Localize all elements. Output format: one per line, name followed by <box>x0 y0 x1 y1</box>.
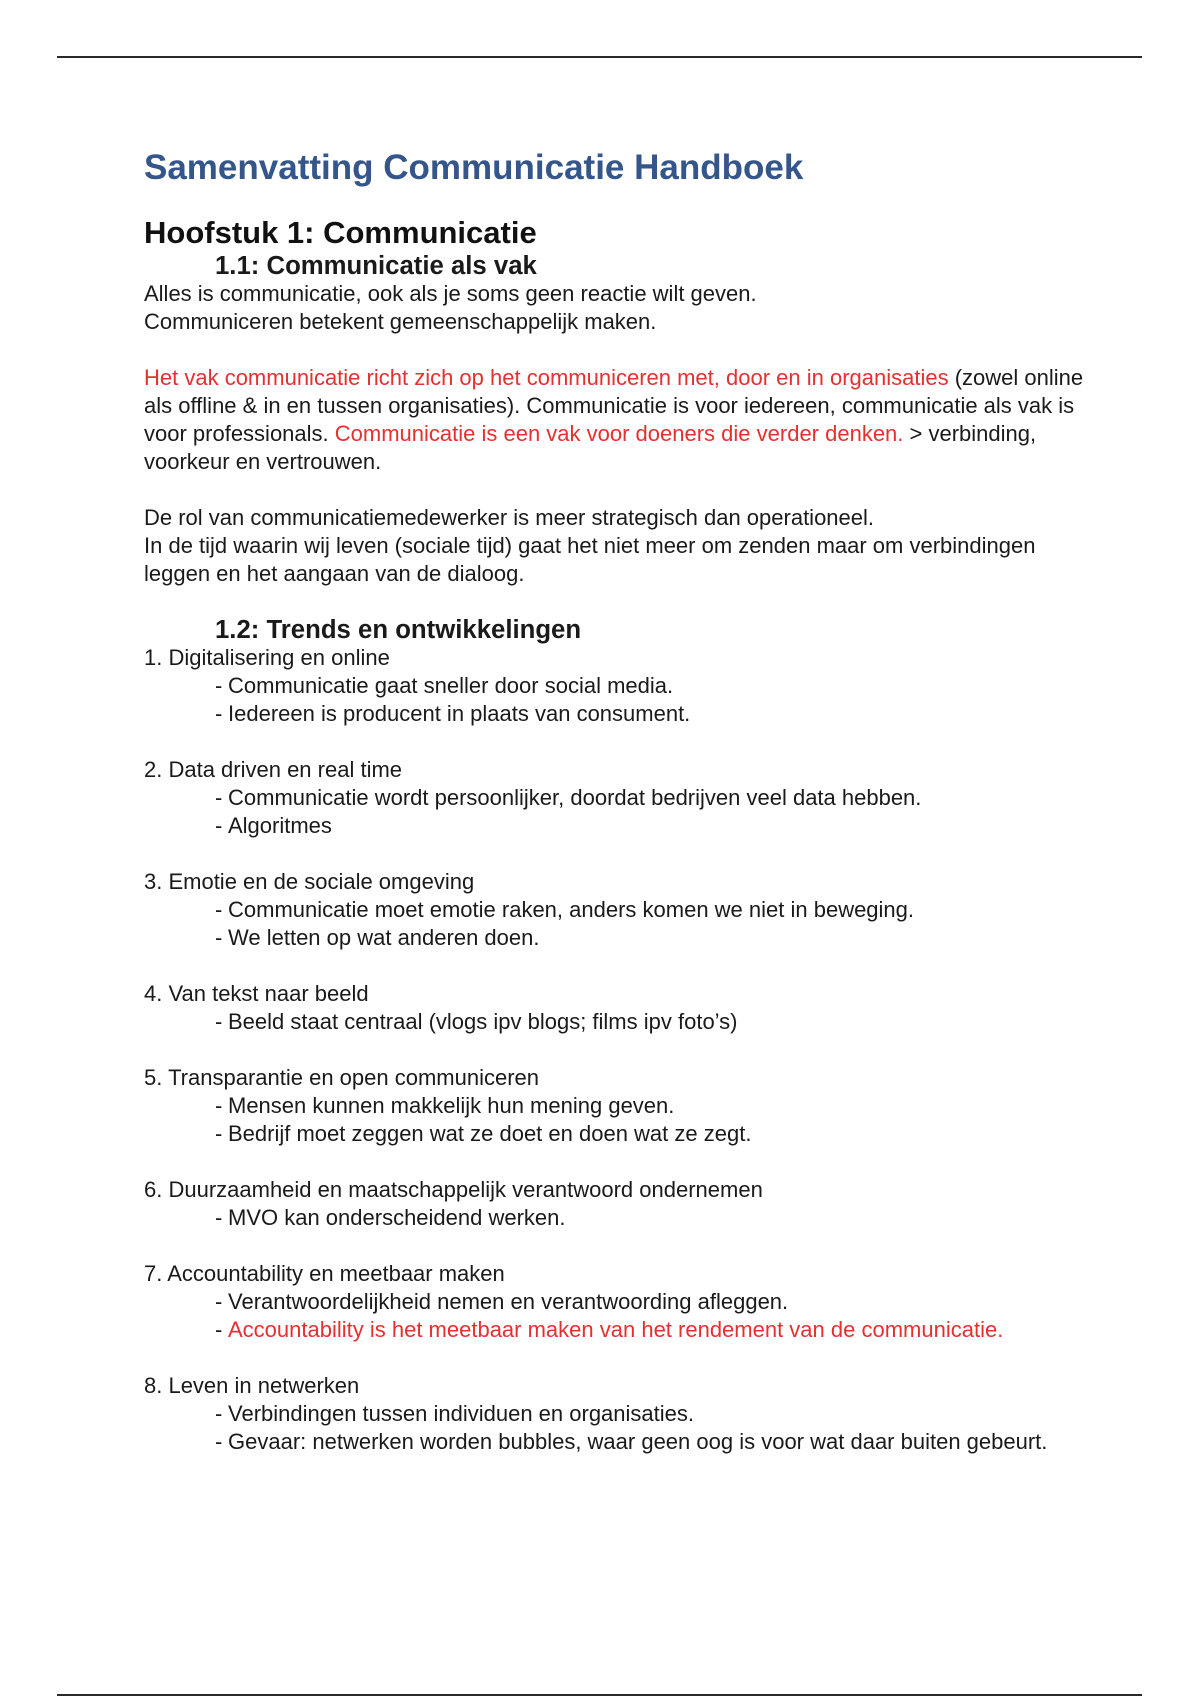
bullet-text: Communicatie wordt persoonlijker, doordat bedrijven veel data hebben. <box>228 785 922 810</box>
bullet-dash: - <box>215 1093 223 1118</box>
trend-item <box>144 868 1084 980</box>
spacer <box>144 840 1084 868</box>
trend-item <box>144 1372 1084 1456</box>
trend-title: 2. Data driven en real time <box>144 757 403 782</box>
spacer <box>144 1232 1084 1260</box>
trend-item <box>144 756 1084 868</box>
trend-bullet <box>144 1008 1084 1036</box>
trend-title: 3. Emotie en de sociale omgeving <box>144 869 475 894</box>
bullet-dash: - <box>215 813 223 838</box>
bullet-dash: - <box>215 701 223 726</box>
trend-bullet <box>144 812 1084 840</box>
paragraph-line: De rol van communicatiemedewerker is meer strategisch dan operationeel. <box>144 505 875 530</box>
trend-bullet <box>144 784 1084 812</box>
bullet-text: Communicatie moet emotie raken, anders komen we niet in beweging. <box>228 897 915 922</box>
trend-title: 8. Leven in netwerken <box>144 1373 360 1398</box>
bullet-dash: - <box>215 1289 223 1314</box>
trend-item <box>144 980 1084 1064</box>
paragraph-line: Communiceren betekent gemeenschappelijk maken. <box>144 309 657 334</box>
bullet-text: Verantwoordelijkheid nemen en verantwoording afleggen. <box>228 1289 789 1314</box>
document-title: Samenvatting Communicatie Handboek <box>144 148 804 187</box>
trend-title: 1. Digitalisering en online <box>144 645 390 670</box>
trend-item <box>144 1064 1084 1176</box>
body-text: (zowel online als offline & in en tussen organisaties). Communicatie is voor iedereen, communicatie als vak is voor professionals. <box>144 365 1084 446</box>
trend-bullet <box>144 1400 1084 1428</box>
trend-title: 4. Van tekst naar beeld <box>144 981 369 1006</box>
paragraph-line: Alles is communicatie, ook als je soms geen reactie wilt geven. <box>144 281 757 306</box>
bullet-dash: - <box>215 1429 223 1454</box>
top-rule <box>57 56 1142 58</box>
section-1 <box>144 252 1084 616</box>
spacer <box>144 588 1084 616</box>
trend-item <box>144 644 1084 756</box>
trend-bullet <box>144 924 1084 952</box>
document-body <box>144 146 1084 1456</box>
highlighted-text: Communicatie is een vak voor doeners die verder denken. <box>334 421 904 446</box>
spacer <box>144 728 1084 756</box>
bullet-dash: - <box>215 673 223 698</box>
trend-bullet <box>144 896 1084 924</box>
bullet-dash: - <box>215 785 223 810</box>
section-heading: 1.2: Trends en ontwikkelingen <box>215 616 582 644</box>
chapter-heading: Hoofstuk 1: Communicatie <box>144 215 537 250</box>
bullet-dash: - <box>215 925 223 950</box>
bullet-text: Bedrijf moet zeggen wat ze doet en doen wat ze zegt. <box>228 1121 752 1146</box>
trend-bullet <box>144 1204 1084 1232</box>
bullet-text: MVO kan onderscheidend werken. <box>228 1205 566 1230</box>
trend-list <box>144 644 1084 1456</box>
bullet-text: Communicatie gaat sneller door social media. <box>228 673 674 698</box>
bullet-text: Verbindingen tussen individuen en organisaties. <box>228 1401 694 1426</box>
bottom-rule <box>57 1694 1142 1696</box>
bullet-dash: - <box>215 1009 223 1034</box>
spacer <box>144 1036 1084 1064</box>
bullet-dash: - <box>215 1121 223 1146</box>
body-text: > verbinding, voorkeur en vertrouwen. <box>144 421 1037 474</box>
bullet-dash: - <box>215 1205 223 1230</box>
trend-bullet <box>144 1288 1084 1316</box>
trend-item <box>144 1260 1084 1372</box>
trend-bullet <box>144 700 1084 728</box>
trend-title: 5. Transparantie en open communiceren <box>144 1065 540 1090</box>
paragraph <box>144 364 1084 476</box>
bullet-text: Mensen kunnen makkelijk hun mening geven. <box>228 1093 675 1118</box>
trend-item <box>144 1176 1084 1260</box>
bullet-text: Algoritmes <box>228 813 332 838</box>
spacer <box>144 1148 1084 1176</box>
bullet-text: We letten op wat anderen doen. <box>228 925 540 950</box>
bullet-text: Gevaar: netwerken worden bubbles, waar geen oog is voor wat daar buiten gebeurt. <box>228 1429 1048 1454</box>
bullet-text: Beeld staat centraal (vlogs ipv blogs; films ipv foto’s) <box>228 1009 738 1034</box>
spacer <box>144 1344 1084 1372</box>
section-heading: 1.1: Communicatie als vak <box>215 252 537 280</box>
trend-bullet <box>144 1092 1084 1120</box>
spacer <box>144 476 1084 504</box>
section-2 <box>144 616 1084 1456</box>
trend-bullet <box>144 1120 1084 1148</box>
trend-bullet <box>144 672 1084 700</box>
trend-title: 6. Duurzaamheid en maatschappelijk verantwoord ondernemen <box>144 1177 763 1202</box>
bullet-dash: - <box>215 1317 223 1342</box>
trend-bullet <box>144 1316 1084 1344</box>
paragraph-line: In de tijd waarin wij leven (sociale tijd) gaat het niet meer om zenden maar om verbindingen leggen en het aangaan van de dialoog. <box>144 533 1036 586</box>
bullet-text: Iedereen is producent in plaats van consument. <box>228 701 691 726</box>
spacer <box>144 952 1084 980</box>
highlighted-text: Het vak communicatie richt zich op het communiceren met, door en in organisaties <box>144 365 949 390</box>
trend-title: 7. Accountability en meetbaar maken <box>144 1261 505 1286</box>
spacer <box>144 336 1084 364</box>
trend-bullet <box>144 1428 1084 1456</box>
bullet-text: Accountability is het meetbaar maken van het rendement van de communicatie. <box>228 1317 1004 1342</box>
bullet-dash: - <box>215 1401 223 1426</box>
bullet-dash: - <box>215 897 223 922</box>
